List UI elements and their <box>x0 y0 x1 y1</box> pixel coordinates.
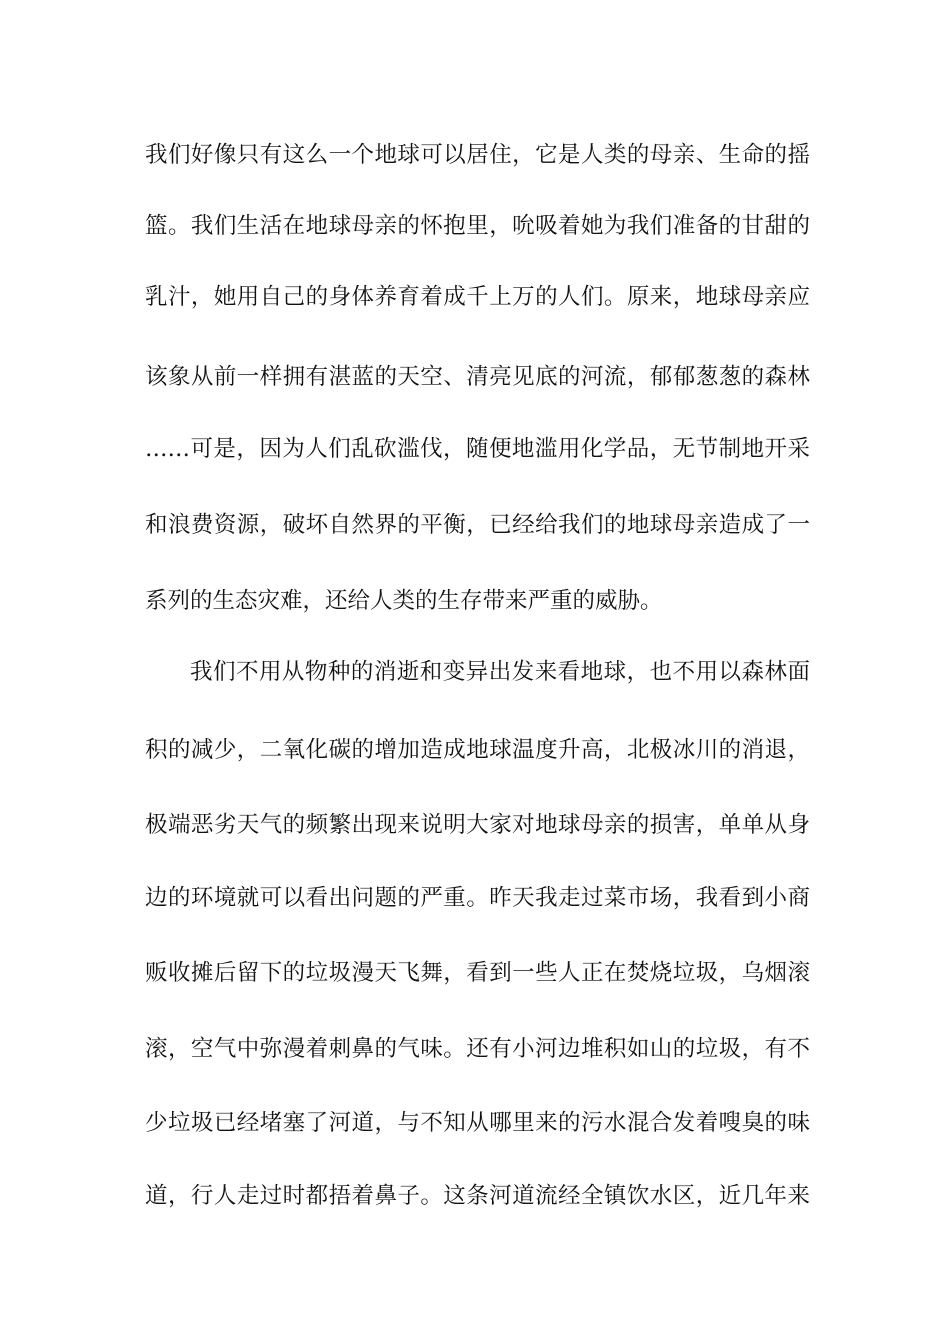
text-line: 该象从前一样拥有湛蓝的天空、清亮见底的河流，郁郁葱葱的森林 <box>145 364 810 390</box>
text-line: 少垃圾已经堵塞了河道，与不知从哪里来的污水混合发着嗖臭的味 <box>145 1110 810 1136</box>
text-line: 我们不用从物种的消逝和变异出发来看地球，也不用以森林面 <box>190 659 810 685</box>
text-line: 滚，空气中弥漫着刺鼻的气味。还有小河边堆积如山的垃圾，有不 <box>145 1036 810 1062</box>
text-line: 道，行人走过时都捂着鼻子。这条河道流经全镇饮水区，近几年来 <box>145 1183 810 1209</box>
text-line: 系列的生态灾难，还给人类的生存带来严重的威胁。 <box>145 588 663 614</box>
text-line: 边的环境就可以看出问题的严重。昨天我走过菜市场，我看到小商 <box>145 885 810 911</box>
text-line: 积的减少，二氧化碳的增加造成地球温度升高，北极冰川的消退， <box>145 737 810 763</box>
text-line: 和浪费资源，破坏自然界的平衡，已经给我们的地球母亲造成了一 <box>145 512 810 538</box>
text-line: ……可是，因为人们乱砍滥伐，随便地滥用化学品，无节制地开采 <box>145 436 810 462</box>
text-line: 篮。我们生活在地球母亲的怀抱里，吮吸着她为我们准备的甘甜的 <box>145 213 810 239</box>
text-line: 我们好像只有这么一个地球可以居住，它是人类的母亲、生命的摇 <box>145 142 810 168</box>
text-line: 极端恶劣天气的频繁出现来说明大家对地球母亲的损害，单单从身 <box>145 812 810 838</box>
text-line: 贩收摊后留下的垃圾漫天飞舞，看到一些人正在焚烧垃圾，乌烟滚 <box>145 960 810 986</box>
text-line: 乳汁，她用自己的身体养育着成千上万的人们。原来，地球母亲应 <box>145 284 810 310</box>
